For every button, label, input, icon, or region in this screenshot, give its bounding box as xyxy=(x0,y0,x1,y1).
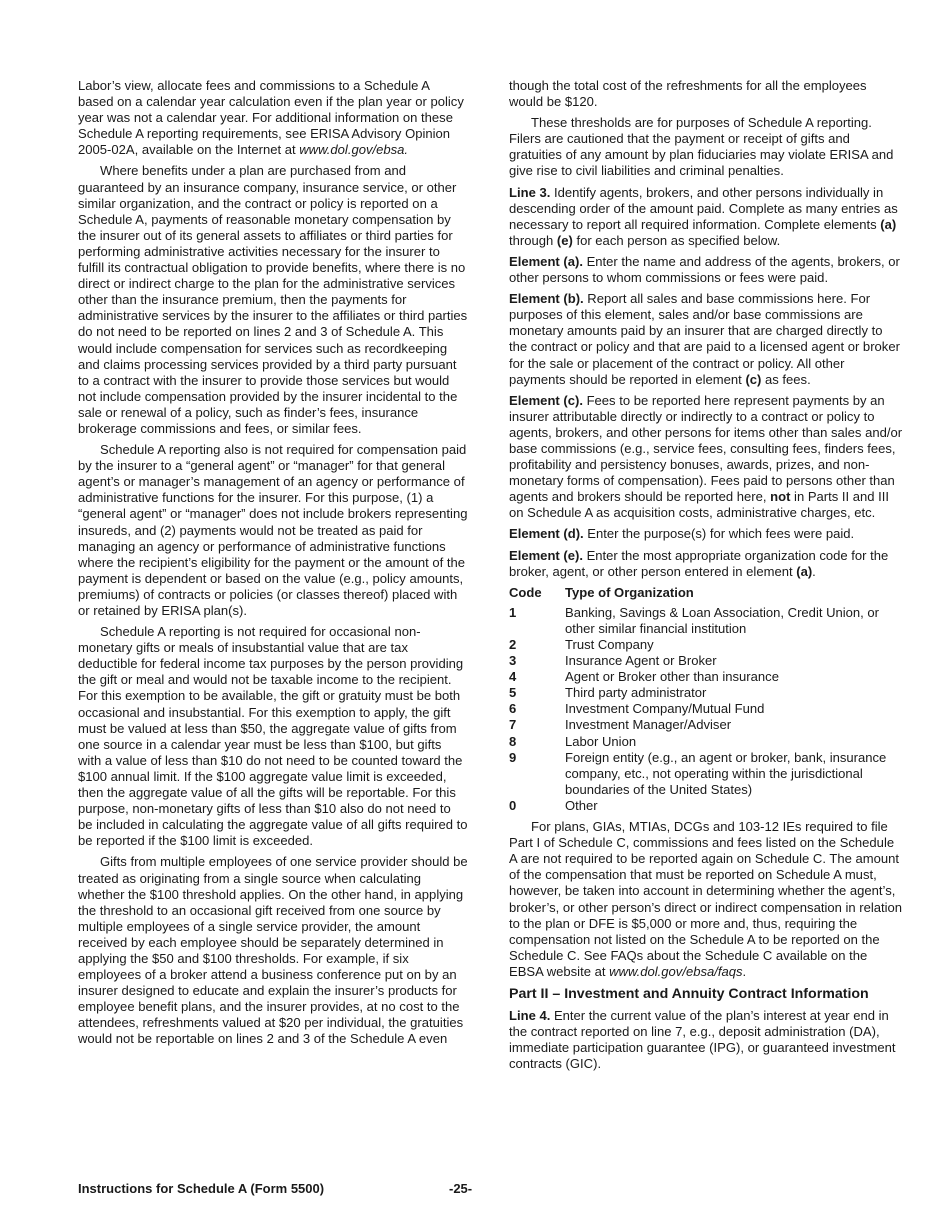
code-row: 4 Agent or Broker other than insurance xyxy=(509,669,779,685)
left-column xyxy=(78,78,468,1053)
code-row: 0 Other xyxy=(509,797,598,813)
paragraph-schedule-c: For plans, GIAs, MTIAs, DCGs and 103-12 IEs required to file Part I of Schedule C, commissions and fees listed on the Schedule A are not required to be reported again on Schedule C. The amount of the compensation that must be reported on Schedule A must, however, be taken into account in determining whether the agent’s, broker’s, or other person’s direct or indirect compensation in relation to the plan or DFE is $5,000 or more and, thus, requiring the compensation not listed on the Schedule A to be reported on the Schedule C. See FAQs about the Schedule C available on the EBSA website at www.dol.gov/ebsa/faqs. xyxy=(509,819,903,979)
paragraph-element-a: Element (a). Enter the name and address of the agents, brokers, or other persons to whom commissions or fees were paid. xyxy=(509,253,900,286)
paragraph-element-c: Element (c). Fees to be reported here represent payments by an insurer attributable directly or indirectly to a contract or policy to agents, brokers, and other persons for items other than sales and/or base commissions (e.g., service fees, consulting fees, finders fees, profitability and persistency bonuses, awards, prizes, and non-monetary forms of compensation). Fees paid to persons other than agents and brokers should be reported here, not in Parts II and III on Schedule A as acquisition costs, administrative charges, etc. xyxy=(509,392,903,521)
type-column-header: Type of Organization xyxy=(565,584,694,600)
code-row: 7 Investment Manager/Adviser xyxy=(509,717,732,733)
organization-code-table xyxy=(509,585,903,814)
part-2-heading: Part II – Investment and Annuity Contract Information xyxy=(509,985,869,1002)
code-row: 8 Labor Union xyxy=(509,733,637,749)
page-number: -25- xyxy=(449,1181,473,1196)
paragraph-element-b: Element (b). Report all sales and base commissions here. For purposes of this element, sales and/or base commissions are monetary amounts paid by an insurer that are charged directly to the contract or policy and that are paid to a licensed agent or broker for the sale or placement of the contract or policy. All other payments should be reported in element (c) as fees. xyxy=(509,291,900,387)
paragraph-allocation: Labor’s view, allocate fees and commissions to a Schedule A based on a calendar year calculation even if the plan year or policy year was not a calendar year. For additional information on these Schedule A reporting requirements, see ERISA Advisory Opinion 2005-02A, available on the Internet at www.dol.gov/ebsa. xyxy=(78,78,464,158)
code-row: 1 Banking, Savings & Loan Association, Credit Union, or other similar financial institution xyxy=(509,604,880,636)
code-row: 3 Insurance Agent or Broker xyxy=(509,653,717,669)
paragraph-element-d: Element (d). Enter the purpose(s) for which fees were paid. xyxy=(509,526,855,542)
code-row: 5 Third party administrator xyxy=(509,685,707,701)
paragraph-refreshments: though the total cost of the refreshments for all the employees would be $120. xyxy=(509,78,867,110)
paragraph-administrative-services: Where benefits under a plan are purchased from and guaranteed by an insurance company, insurance service, or other similar organization, and the contract or policy is reported on a Schedule A, payments of reasonable monetary compensation by the insurer out of its general assets to affiliates or third parties for performing administrative activities necessary for the insurer to fulfill its contractual obligation to provide benefits, where there is no direct or indirect charge to the plan for the administrative services other than the insurance premium, then the payments for administrative services by the insurer to the affiliates or third parties do not need to be reported on lines 2 and 3 of Schedule A. This would include compensation for services such as recordkeeping and claims processing services provided by a third party pursuant to a contract with the insurer to provide those services but would not include compensation provided by the insurer incidental to the sale or renewal of a policy, such as finder’s fees, insurance brokerage commissions and fees, or similar fees. xyxy=(78,163,468,436)
right-column xyxy=(509,78,903,1077)
ebsa-link[interactable]: www.dol.gov/ebsa. xyxy=(299,142,409,158)
paragraph-gifts: Schedule A reporting is not required for occasional non-monetary gifts or meals of insubstantial value that are tax deductible for federal income tax purposes by the person providing the gift or meal and would not be taxable income to the recipient. For this exemption to be available, the gift or gratuity must be both occasional and insubstantial. For this exemption to apply, the gift must be valued at less than $50, the aggregate value of gifts from one source in a calendar year must be less than $100, but gifts with a value of less than $10 do not need to be counted toward the $100 annual limit. If the $100 aggregate value limit is exceeded, then the aggregate value of all the gifts will be reportable. For this purpose, non-monetary gifts of less than $10 also do not need to be included in calculating the aggregate value of all gifts required to be reported if the $100 limit is exceeded. xyxy=(78,624,468,849)
faqs-link[interactable]: www.dol.gov/ebsa/faqs xyxy=(609,963,743,979)
form-title: Instructions for Schedule A (Form 5500) xyxy=(78,1181,325,1196)
code-column-header: Code xyxy=(509,584,542,600)
paragraph-line-4: Line 4. Enter the current value of the plan’s interest at year end in the contract reported on line 7, e.g., deposit administration (DA), immediate participation guarantee (IPG), or guaranteed investment contracts (GIC). xyxy=(509,1007,896,1072)
code-row: 2 Trust Company xyxy=(509,637,654,652)
paragraph-multiple-employees: Gifts from multiple employees of one service provider should be treated as originating from a single source when calculating whether the $100 threshold applies. On the other hand, in applying the threshold to an occasional gift received from one source by multiple employees of a single service provider, the amount received by each employee should be separately determined in applying the $50 and $100 thresholds. For example, if six employees of a broker attend a business conference put on by an insurer designed to educate and explain the insurer’s products for employee benefit plans, and the insurer provides, at no cost to the attendees, refreshments valued at $20 per individual, the gratuities would not be reportable on lines 2 and 3 of the Schedule A even xyxy=(78,854,468,1047)
paragraph-element-e: Element (e). Enter the most appropriate organization code for the broker, agent, or other person entered in element (a). xyxy=(509,547,889,579)
paragraph-general-agent: Schedule A reporting also is not required for compensation paid by the insurer to a “general agent” or “manager” for that general agent’s or manager’s management of an agency or performance of administrative functions for the insurer. For this purpose, (1) a “general agent” or “manager” does not include brokers representing insureds, and (2) payments would not be treated as paid for managing an agency or performance of administrative functions where the recipient’s eligibility for the payment or the amount of the payment is dependent or based on the value (e.g., policy amounts, premiums) of contracts or policies (or classes thereof) placed with or retained by ERISA plan(s). xyxy=(78,442,468,618)
code-table-header xyxy=(509,585,903,605)
paragraph-line-3: Line 3. Identify agents, brokers, and other persons individually in descending order of the amount paid. Complete as many entries as necessary to report all required information. Complete elements (a) through (e) for each person as specified below. xyxy=(509,184,898,248)
code-row: 9 Foreign entity (e.g., an agent or broker, bank, insurance company, etc., not operating within the jurisdictional boundaries of the United States) xyxy=(509,749,887,797)
code-row: 6 Investment Company/Mutual Fund xyxy=(509,701,765,717)
paragraph-thresholds: These thresholds are for purposes of Schedule A reporting. Filers are cautioned that the payment or receipt of gifts and gratuities of any amount by plan fiduciaries may violate ERISA and give rise to civil liabilities and criminal penalties. xyxy=(509,115,894,179)
